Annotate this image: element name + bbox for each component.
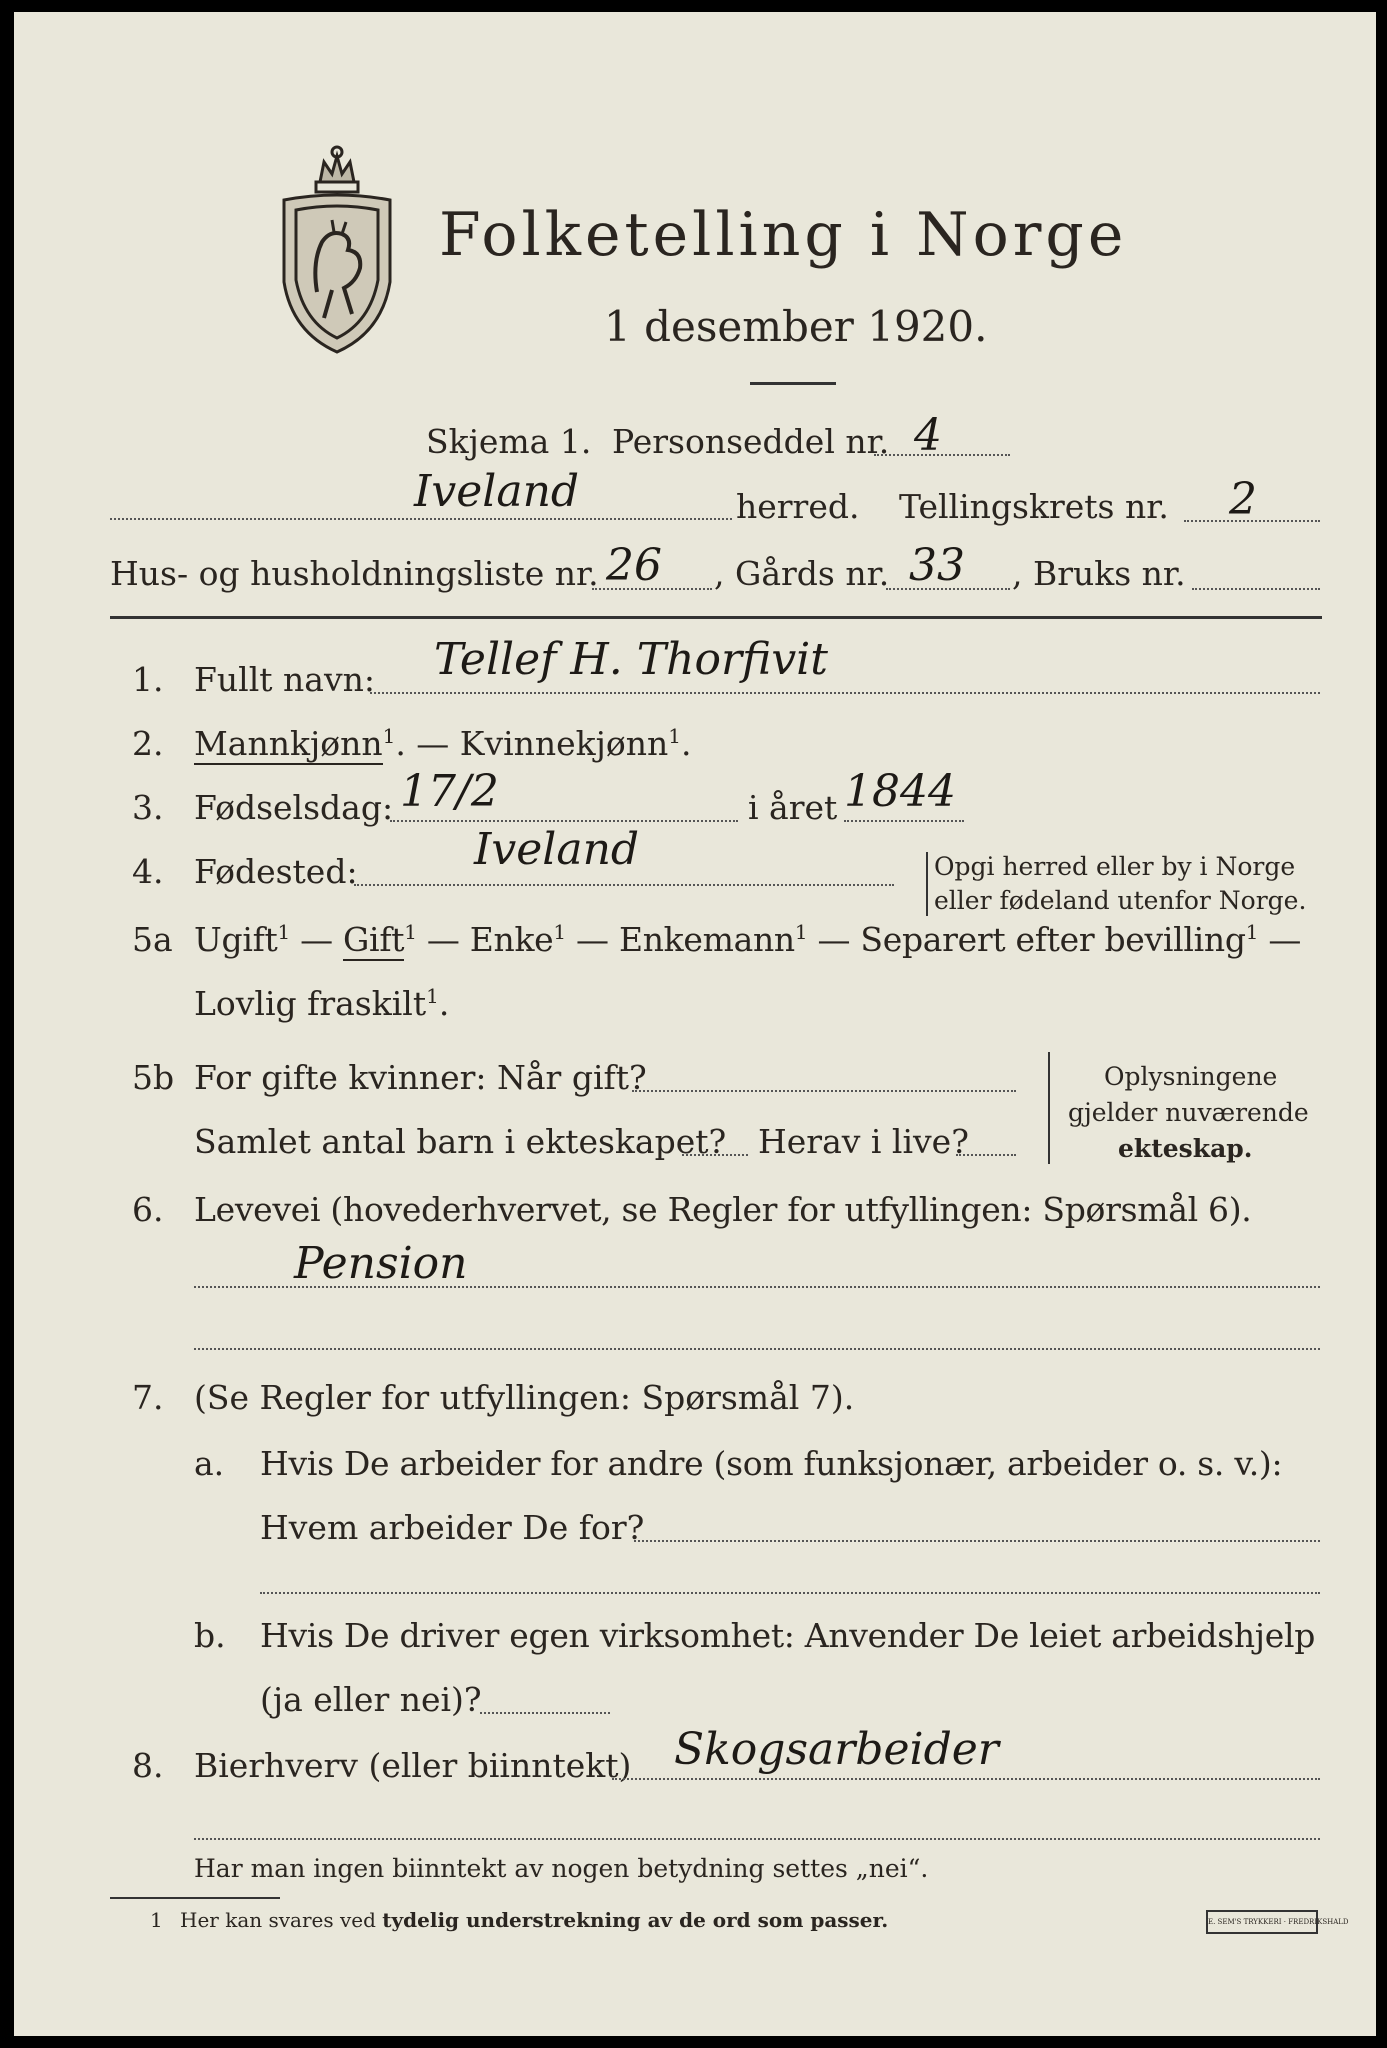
q5a-dash-3: —: [565, 920, 619, 959]
q5a-fraskilt: Lovlig fraskilt: [194, 984, 427, 1023]
q5b-note-line-1: Oplysningene: [1104, 1062, 1278, 1091]
q5a-enkemann: Enkemann: [618, 920, 795, 959]
q5a-gift: Gift: [343, 920, 405, 959]
q4-field-line: [354, 884, 894, 886]
q4-value: Iveland: [474, 824, 640, 875]
hus-label: Hus- og husholdningsliste nr.: [110, 554, 599, 593]
q7b-number: b.: [194, 1616, 226, 1655]
printer-stamp: E. SEM'S TRYKKERI · FREDRIKSHALD: [1206, 1910, 1318, 1934]
q5a-sup-2: 1: [404, 920, 417, 944]
q7a-field-line-2: [260, 1592, 1320, 1594]
q7b-field-line: [480, 1712, 610, 1714]
q5a-dash-5: —: [1258, 920, 1302, 959]
q2-sup-1: 1: [382, 724, 396, 748]
q2-options: [194, 724, 692, 763]
q7a-line-1: Hvis De arbeider for andre (som funksjonær, arbeider o. s. v.):: [260, 1444, 1283, 1483]
q6-label: Levevei (hovederhvervet, se Regler for utfyllingen: Spørsmål 6).: [194, 1190, 1252, 1229]
q5b-line-2a: Samlet antal barn i ekteskapet?: [194, 1122, 727, 1161]
q5a-sup-1: 1: [277, 920, 290, 944]
q3-label: Fødselsdag:: [194, 788, 394, 827]
q5a-end: .: [438, 984, 450, 1023]
q6-number: 6.: [132, 1190, 164, 1229]
q5a-options: [194, 920, 1301, 959]
herred-label: herred.: [736, 487, 860, 526]
form-title: Folketelling i Norge: [439, 200, 1128, 270]
footnote-text-regular: Her kan svares ved: [180, 1908, 383, 1932]
q5b-note-brace: [1048, 1052, 1050, 1164]
footnote-rule: [110, 1897, 280, 1899]
q1-label: Fullt navn:: [194, 660, 375, 699]
q7-label: (Se Regler for utfyllingen: Spørsmål 7).: [194, 1378, 855, 1417]
q7a-number: a.: [194, 1444, 225, 1483]
q6-field-line-1: [194, 1286, 1320, 1288]
header-rule: [110, 616, 1322, 619]
personseddel-value: 4: [914, 410, 942, 461]
q1-value: Tellef H. Thorfivit: [434, 634, 828, 685]
q2-separator: . —: [395, 724, 460, 763]
q5b-married-field-line: [632, 1090, 1016, 1092]
q2-female-option: Kvinnekjønn: [459, 724, 669, 763]
q5a-dash-2: —: [416, 920, 470, 959]
q6-value: Pension: [294, 1238, 468, 1289]
q3-year-value: 1844: [844, 766, 956, 817]
q5a-dash-1: —: [289, 920, 343, 959]
tellingskrets-label: Tellingskrets nr.: [899, 487, 1169, 526]
q8-value: Skogsarbeider: [674, 1724, 999, 1775]
q2-male-option: Mannkjønn: [194, 724, 383, 763]
q3-value: 17/2: [400, 766, 499, 817]
q1-field-line: [370, 692, 1320, 694]
q7b-line-1: Hvis De driver egen virksomhet: Anvender De leiet arbeidshjelp: [260, 1616, 1316, 1655]
q5a-sup-6: 1: [426, 984, 439, 1008]
census-form-page: [14, 12, 1376, 2036]
q7a-field-line-1: [634, 1540, 1320, 1542]
q2-sup-2: 1: [668, 724, 682, 748]
footnote-text-bold: tydelig understrekning av de ord som passer.: [382, 1908, 889, 1932]
q7b-line-2: (ja eller nei)?: [260, 1680, 482, 1719]
footnote-number: 1: [150, 1908, 163, 1932]
q8-number: 8.: [132, 1746, 164, 1785]
q4-label: Fødested:: [194, 852, 358, 891]
skjema-label: Skjema 1.: [426, 422, 592, 461]
q5a-ugift: Ugift: [194, 920, 278, 959]
hus-value: 26: [606, 540, 662, 591]
bruks-label: , Bruks nr.: [1012, 554, 1186, 593]
herred-field-line: [110, 518, 732, 520]
q5a-fraskilt-line: [194, 984, 449, 1023]
personseddel-field-line: [874, 454, 1010, 456]
gards-value: 33: [909, 540, 965, 591]
title-divider: [750, 382, 836, 385]
q7a-line-2: Hvem arbeider De for?: [260, 1508, 645, 1547]
herred-value: Iveland: [414, 466, 580, 517]
bruks-field-line: [1192, 588, 1320, 590]
q3-field-line: [390, 820, 738, 822]
q5a-separert: Separert efter bevilling: [860, 920, 1246, 959]
footnote-text: [180, 1908, 888, 1932]
q8-field-line-2: [194, 1838, 1320, 1840]
q8-label: Bierhverv (eller biinntekt): [194, 1746, 632, 1785]
q5b-number: 5b: [132, 1058, 175, 1097]
q5b-note-line-3: ekteskap.: [1118, 1134, 1253, 1163]
q5a-sup-5: 1: [1245, 920, 1259, 944]
personseddel-label: Personseddel nr.: [612, 422, 890, 461]
q4-note-line-1: Opgi herred eller by i Norge: [934, 852, 1296, 881]
q5b-children-field-line: [682, 1154, 748, 1156]
q4-note-line-2: eller fødeland utenfor Norge.: [934, 886, 1307, 915]
q5a-dash-4: —: [807, 920, 861, 959]
q3-year-field-line: [844, 820, 964, 822]
q1-number: 1.: [132, 660, 164, 699]
q2-number: 2.: [132, 724, 164, 763]
q5b-line-1: For gifte kvinner: Når gift?: [194, 1058, 647, 1097]
footer-note: Har man ingen biinntekt av nogen betydning settes „nei“.: [194, 1854, 929, 1883]
q4-number: 4.: [132, 852, 164, 891]
q4-note-brace: [926, 852, 928, 916]
q7-number: 7.: [132, 1378, 164, 1417]
q6-field-line-2: [194, 1348, 1320, 1350]
q5a-number: 5a: [132, 920, 173, 959]
q5a-sup-4: 1: [794, 920, 808, 944]
gards-label: , Gårds nr.: [714, 554, 890, 593]
q8-field-line-1: [612, 1778, 1320, 1780]
q3-year-label: i året: [748, 788, 838, 827]
form-date: 1 desember 1920.: [604, 302, 988, 351]
coat-of-arms-icon: [272, 142, 402, 362]
q5a-sup-3: 1: [553, 920, 566, 944]
tellingskrets-value: 2: [1229, 474, 1257, 525]
q3-number: 3.: [132, 788, 164, 827]
q5b-line-2b: Herav i live?: [758, 1122, 969, 1161]
q5a-enke: Enke: [469, 920, 554, 959]
q2-end: .: [681, 724, 692, 763]
q5b-note-line-2: gjelder nuværende: [1068, 1098, 1309, 1127]
q5b-alive-field-line: [956, 1154, 1016, 1156]
